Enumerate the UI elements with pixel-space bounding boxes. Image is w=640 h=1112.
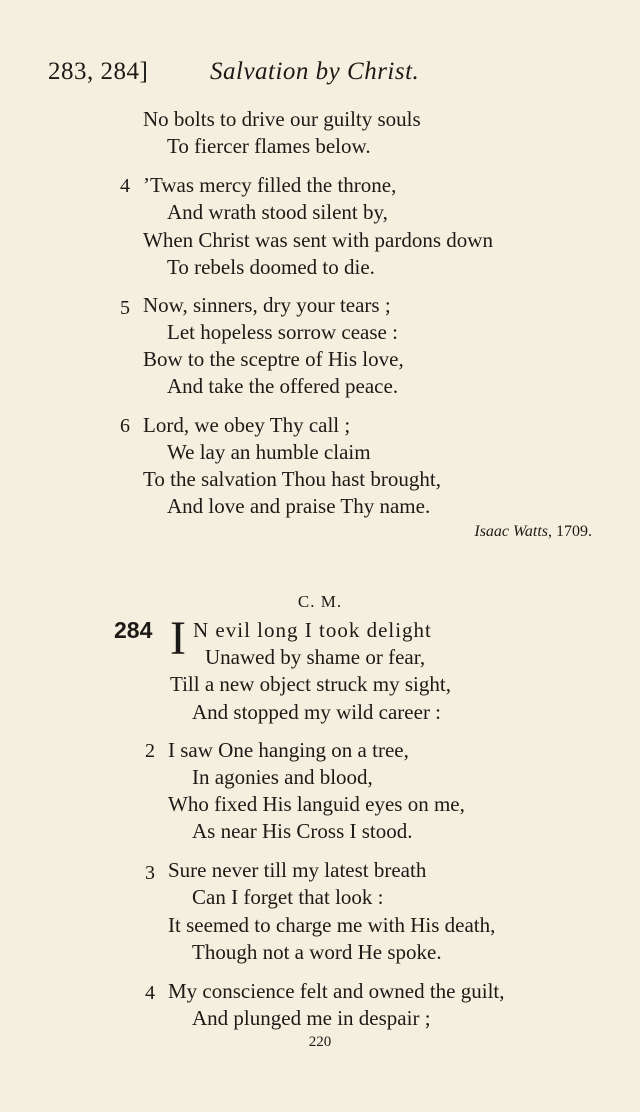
verse-line: It seemed to charge me with His death, [168,913,496,937]
verse-line: As near His Cross I stood. [192,819,413,843]
verse-line: N evil long I took delight [193,618,432,642]
verse-line: Sure never till my latest breath [168,858,427,882]
verse-line: To the salvation Thou hast brought, [143,467,441,491]
verse-line: My conscience felt and owned the guilt, [168,979,505,1003]
verse-line: We lay an humble claim [167,440,371,464]
verse-line: Now, sinners, dry your tears ; [143,293,391,317]
drop-cap: I [170,612,186,665]
verse-line: Unawed by shame or fear, [205,645,426,669]
verse-line: Let hopeless sorrow cease : [167,320,398,344]
verse-line: To rebels doomed to die. [167,255,375,279]
verse-line: Bow to the sceptre of His love, [143,347,404,371]
page-number: 220 [308,1034,332,1050]
verse-number: 3 [145,862,155,884]
verse-line: Till a new object struck my sight, [170,672,451,696]
verse-line: ’Twas mercy filled the throne, [143,173,397,197]
verse-number: 5 [120,297,130,319]
meter-label: C. M. [297,592,343,611]
verse-line: When Christ was sent with pardons down [143,228,493,252]
verse-line: And wrath stood silent by, [167,200,388,224]
verse-line: In agonies and blood, [192,765,373,789]
attribution [474,523,592,541]
verse-line: Can I forget that look : [192,885,384,909]
verse-line: And stopped my wild career : [192,700,442,724]
hymn-number: 284 [114,617,153,643]
header-page-numbers: 283, 284] [48,58,149,85]
verse-number: 4 [145,982,155,1004]
verse-number: 4 [120,175,130,197]
verse-line: And love and praise Thy name. [167,494,431,518]
verse-line: Lord, we obey Thy call ; [143,413,351,437]
attribution-year: , 1709. [548,523,592,540]
verse-line: And plunged me in despair ; [192,1006,431,1030]
verse-line: Though not a word He spoke. [192,940,442,964]
verse-line: To fiercer flames below. [167,134,371,158]
attribution-author: Isaac Watts [474,523,548,540]
verse-line: I saw One hanging on a tree, [168,738,409,762]
verse-line: Who fixed His languid eyes on me, [168,792,465,816]
verse-number: 6 [120,415,130,437]
running-header [48,58,420,86]
verse-number: 2 [145,740,155,762]
header-title: Salvation by Christ. [210,58,420,85]
verse-line: And take the offered peace. [167,374,399,398]
verse-line: No bolts to drive our guilty souls [143,107,421,131]
